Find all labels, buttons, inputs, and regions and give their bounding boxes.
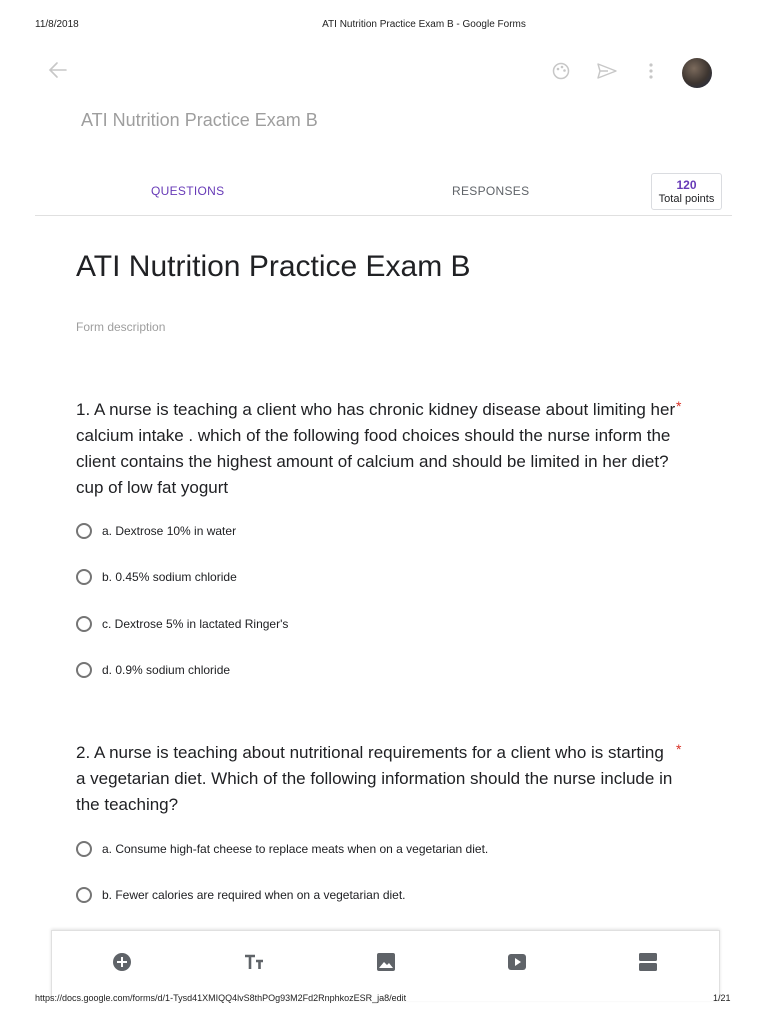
option-label: b. Fewer calories are required when on a vegetarian diet. [102,888,406,902]
radio-button[interactable] [76,887,92,903]
add-section-icon[interactable] [638,952,658,977]
add-title-icon[interactable] [244,953,264,976]
form-title[interactable]: ATI Nutrition Practice Exam B [76,250,471,283]
add-item-toolbar [51,930,720,1001]
total-points-label: Total points [658,193,715,205]
form-description-input[interactable]: Form description [76,320,166,334]
more-vert-icon[interactable] [648,62,654,83]
avatar[interactable] [682,58,712,88]
question-1-text[interactable]: 1. A nurse is teaching a client who has chronic kidney disease about limiting her calcium intake . which of the following food choices should the nurse inform the client contains the highest amount of calcium and should be limited in her diet?cup of low fat yogurt [76,400,676,497]
footer-page-number: 1/21 [713,993,731,1003]
option-label: a. Dextrose 10% in water [102,524,237,538]
back-icon[interactable] [48,61,68,82]
tab-questions[interactable]: QUESTIONS [151,184,225,198]
question-1-option-d[interactable] [76,660,230,680]
option-label: d. 0.9% sodium chloride [102,663,231,677]
option-label: c. Dextrose 5% in lactated Ringer's [102,617,289,631]
print-date: 11/8/2018 [35,19,79,30]
total-points-badge [651,173,722,210]
question-2-text[interactable]: 2. A nurse is teaching about nutritional requirements for a client who is starting a vegetarian diet. Which of the following information should the nurse include in the teaching? [76,743,673,814]
add-question-icon[interactable] [112,952,132,977]
option-label: a. Consume high-fat cheese to replace meats when on a vegetarian diet. [102,842,489,856]
option-label: b. 0.45% sodium chloride [102,570,237,584]
form-name-header: ATI Nutrition Practice Exam B [81,110,318,130]
radio-button[interactable] [76,662,92,678]
add-video-icon[interactable] [507,953,527,976]
question-1-option-c[interactable] [76,614,288,634]
print-page-title: ATI Nutrition Practice Exam B - Google Forms [322,19,526,30]
total-points-value: 120 [676,178,697,192]
tab-responses[interactable]: RESPONSES [452,184,530,198]
radio-button[interactable] [76,569,92,585]
question-1-option-b[interactable] [76,567,237,587]
question-2-option-a[interactable] [76,839,488,859]
footer-url: https://docs.google.com/forms/d/1-Tysd41XMIQQ4lvS8thPOg93M2Fd2RnphkozESR_ja8/edit [35,993,407,1003]
add-image-icon[interactable] [376,952,396,977]
required-mark: * [676,398,682,414]
radio-button[interactable] [76,523,92,539]
tabs-divider [35,215,732,216]
question-1-option-a[interactable] [76,521,236,541]
radio-button[interactable] [76,841,92,857]
send-icon[interactable] [596,62,618,83]
palette-icon[interactable] [552,62,570,83]
question-2-option-b[interactable] [76,885,406,905]
required-mark: * [676,741,682,757]
radio-button[interactable] [76,616,92,632]
